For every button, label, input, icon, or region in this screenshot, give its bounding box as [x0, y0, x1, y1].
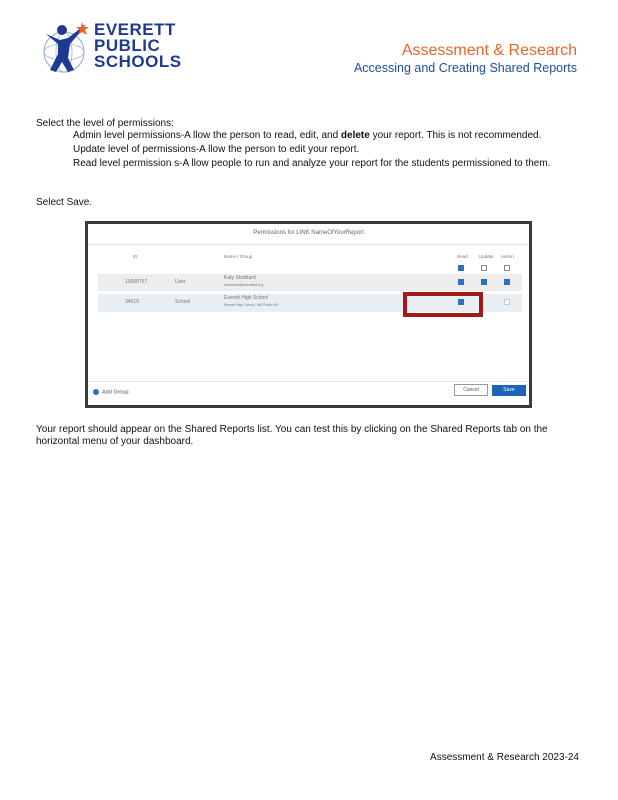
list-item: Update level of permissions-A llow the person to edit your report. [55, 144, 565, 156]
row-detail: Everett High School, WA Public HS [224, 303, 279, 307]
divider [88, 381, 529, 382]
admin-checkbox[interactable] [504, 279, 510, 285]
add-group-button[interactable]: Add Group [93, 389, 129, 395]
intro-text: Select the level of permissions: [36, 118, 174, 129]
dialog-title: Permissions for LINK NameOfYourReport [253, 230, 364, 236]
header-admin: Admin [501, 254, 514, 259]
row-id: 10000757 [125, 279, 148, 285]
admin-checkbox[interactable] [504, 299, 510, 305]
header-id: ID [133, 254, 138, 259]
permissions-screenshot [85, 221, 532, 408]
header-read: Read [457, 254, 468, 259]
header-title: Assessment & Research [401, 42, 577, 59]
save-button[interactable]: Save [492, 385, 526, 396]
plus-circle-icon [93, 389, 99, 395]
row-type: User [175, 279, 186, 285]
row-detail: kstoddard@everettsd.org [224, 283, 264, 287]
bullet-icon [55, 130, 73, 142]
highlight-box [403, 292, 483, 317]
closing-text: Your report should appear on the Shared Reports list. You can test this by clicking on the Shared Reports tab on the horizontal menu of your dashboard. [36, 424, 548, 447]
header-subtitle: Accessing and Creating Shared Reports [353, 61, 577, 75]
header-name: Name / Group [224, 254, 253, 259]
read-checkbox[interactable] [458, 279, 464, 285]
bullet-icon [55, 158, 73, 170]
logo-wordmark: EVERETT PUBLIC SCHOOLS [94, 20, 182, 71]
list-item: Read level permission s-A llow people to run and analyze your report for the students permissioned to them. [55, 158, 565, 170]
permission-list [55, 130, 565, 170]
select-all-read-checkbox[interactable] [458, 265, 464, 271]
header-update: Update [479, 254, 494, 259]
list-item: Admin level permissions-A llow the person to read, edit, and delete your report. This is not recommended. [55, 130, 565, 142]
table-row [98, 274, 522, 291]
select-save-text: Select Save. [36, 197, 93, 208]
row-id: 34019 [125, 299, 139, 305]
divider [88, 244, 529, 245]
row-name: Katy Stoddard [224, 275, 256, 281]
select-all-admin-checkbox[interactable] [504, 265, 510, 271]
row-name: Everett High School [224, 295, 269, 301]
update-checkbox[interactable] [481, 279, 487, 285]
district-logo [38, 18, 188, 80]
cancel-button[interactable]: Cancel [454, 384, 488, 396]
row-type: School [175, 299, 191, 305]
permissions-dialog [88, 224, 529, 405]
bullet-icon [55, 144, 73, 156]
logo-figure-icon [38, 18, 94, 78]
select-all-update-checkbox[interactable] [481, 265, 487, 271]
page-footer: Assessment & Research 2023-24 [430, 752, 579, 763]
